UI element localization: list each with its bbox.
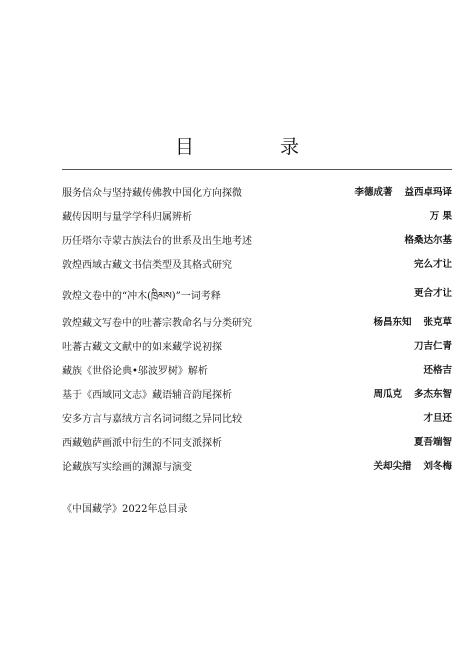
title-divider bbox=[62, 169, 452, 170]
entry-authors bbox=[342, 184, 452, 198]
entry-title: 敦煌西域古藏文书信类型及其格式研究 bbox=[62, 260, 232, 271]
entry-title: 藏族《世俗论典•邬波罗树》解析 bbox=[62, 366, 208, 377]
toc-entry[interactable] bbox=[62, 358, 452, 382]
entry-authors bbox=[411, 362, 452, 376]
entry-title: 基于《西域同文志》藏语辅音韵尾探析 bbox=[62, 390, 232, 401]
author-name: 完么才让 bbox=[413, 259, 452, 270]
entry-authors bbox=[402, 256, 452, 270]
entry-title: 敦煌文卷中的“冲木(ཁྲིམས)”一词考释 bbox=[62, 291, 221, 302]
toc-entry[interactable] bbox=[62, 334, 452, 358]
author-name: 杨昌东知 bbox=[373, 317, 412, 328]
author-name: 万 果 bbox=[429, 211, 452, 222]
entry-authors bbox=[411, 410, 452, 424]
entry-authors bbox=[361, 458, 452, 472]
author-name: 益西卓玛译 bbox=[404, 187, 452, 198]
author-name: 李德成著 bbox=[354, 187, 393, 198]
entry-authors bbox=[418, 208, 452, 222]
entry-title: 安多方言与嘉绒方言名词词缀之异同比较 bbox=[62, 414, 242, 425]
entry-authors bbox=[361, 386, 452, 400]
annual-index-link[interactable]: 《中国藏学》2022年总目录 bbox=[62, 504, 188, 515]
entry-title: 西藏勉萨画派中衍生的不同支派探析 bbox=[62, 438, 222, 449]
entry-authors bbox=[402, 338, 452, 352]
author-name: 更合才让 bbox=[413, 288, 452, 299]
author-name: 周瓜克 bbox=[373, 389, 402, 400]
page-title: 目 录 bbox=[174, 136, 340, 158]
table-of-contents bbox=[62, 180, 452, 478]
toc-entry[interactable] bbox=[62, 430, 452, 454]
author-name: 多杰东智 bbox=[413, 389, 452, 400]
author-name: 夏吾端智 bbox=[413, 437, 452, 448]
toc-entry[interactable] bbox=[62, 454, 452, 478]
toc-entry[interactable] bbox=[62, 228, 452, 252]
toc-entry[interactable] bbox=[62, 204, 452, 228]
author-name: 关却尖措 bbox=[373, 461, 412, 472]
toc-entry[interactable] bbox=[62, 276, 452, 310]
entry-title: 吐蕃古藏文文献中的如来藏学说初探 bbox=[62, 342, 222, 353]
author-name: 张克草 bbox=[423, 317, 452, 328]
toc-entry[interactable] bbox=[62, 180, 452, 204]
entry-authors bbox=[402, 285, 452, 299]
toc-entry[interactable] bbox=[62, 252, 452, 276]
entry-title: 历任塔尔寺蒙古族法台的世系及出生地考述 bbox=[62, 236, 252, 247]
entry-title: 服务信众与坚持藏传佛教中国化方向探微 bbox=[62, 188, 242, 199]
toc-entry[interactable] bbox=[62, 310, 452, 334]
entry-authors bbox=[402, 434, 452, 448]
author-name: 还格吉 bbox=[423, 365, 452, 376]
entry-title: 敦煌藏文写卷中的吐蕃宗教命名与分类研究 bbox=[62, 318, 252, 329]
author-name: 刘冬梅 bbox=[423, 461, 452, 472]
author-name: 才旦还 bbox=[423, 413, 452, 424]
author-name: 格桑达尔基 bbox=[404, 235, 452, 246]
entry-title: 论藏族写实绘画的渊源与演变 bbox=[62, 462, 192, 473]
entry-authors bbox=[361, 314, 452, 328]
author-name: 刀吉仁青 bbox=[413, 341, 452, 352]
entry-title: 藏传因明与量学学科归属辨析 bbox=[62, 212, 192, 223]
entry-authors bbox=[392, 232, 452, 246]
toc-entry[interactable] bbox=[62, 406, 452, 430]
toc-entry[interactable] bbox=[62, 382, 452, 406]
